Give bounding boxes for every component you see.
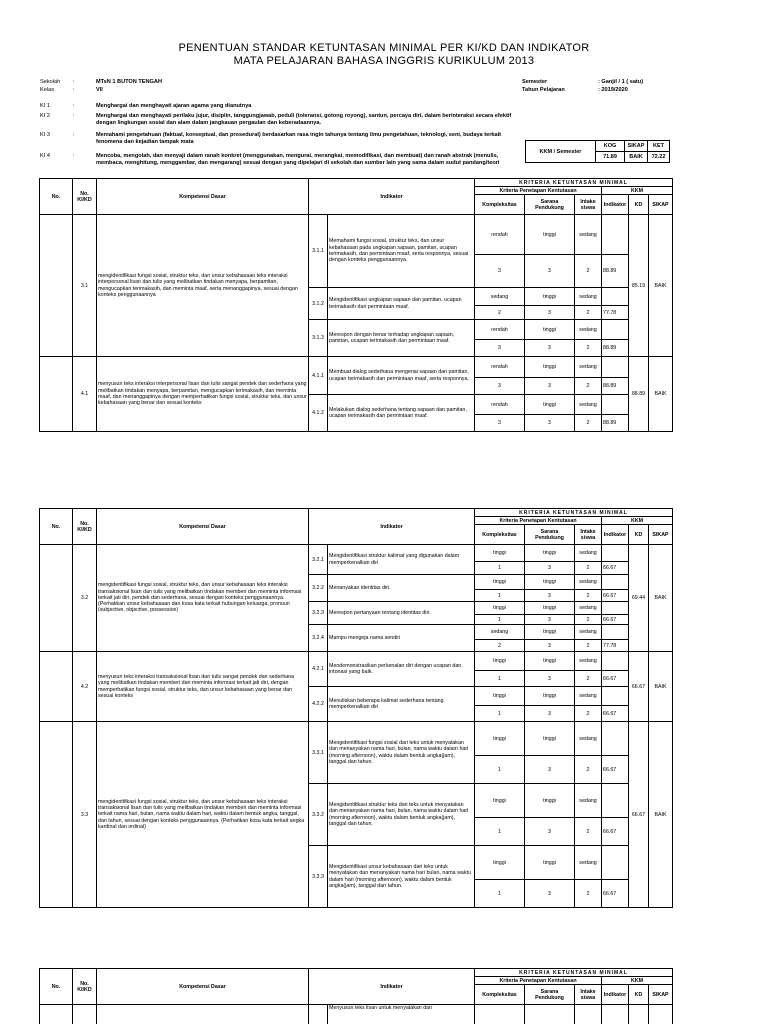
indicator-text: Menyusun teks lisan untuk menyatakan dan	[328, 1005, 475, 1024]
sarana-level: tinggi	[525, 215, 575, 255]
kompleksitas-score: 3	[475, 255, 525, 288]
indicator-kkm-value: 66.67	[602, 706, 629, 722]
kompleksitas-level: tinggi	[475, 545, 525, 562]
sarana-level: tinggi	[525, 320, 575, 340]
kompleksitas-score: 1	[475, 671, 525, 687]
row-no	[40, 1005, 73, 1024]
indicator-number: 3.3.1	[309, 722, 328, 784]
intake-level: sedang	[575, 575, 602, 590]
sikap-value: BAIK	[649, 215, 673, 357]
indicator-text: Mengidentifikasi unsur kebahasaan dari teks untuk menyatakan dan menanyakan nama hari bulan, nama waktu dalam hari (morning afternoon), waktu dalam bentuk angka(jam), tanggal dan tahun.	[328, 846, 475, 908]
cell	[602, 1005, 629, 1024]
col-kd: KD	[629, 525, 649, 545]
kelas-value: VII	[96, 87, 103, 93]
kompleksitas-score: 1	[475, 562, 525, 575]
col-kriteria: KRITERIA KETUNTASAN MINIMAL	[475, 179, 673, 187]
sarana-level: tinggi	[525, 784, 575, 818]
kompleksitas-level: rendah	[475, 215, 525, 255]
col-kd: KD	[629, 985, 649, 1005]
sarana-level: tinggi	[525, 625, 575, 640]
tahun-value: : 2019/2020	[598, 87, 628, 93]
indicator-kkm-empty	[602, 545, 629, 562]
col-intake: Intake siswa	[575, 525, 602, 545]
ki-code: KI 2	[40, 113, 50, 119]
ki-code: KI 4	[40, 153, 50, 159]
col-sarana: Sarana Pendukung	[525, 525, 575, 545]
kelas-label: Kelas	[40, 87, 54, 93]
intake-score: 2	[575, 378, 602, 395]
kd-number: 4.2	[73, 652, 97, 722]
intake-score: 2	[575, 880, 602, 908]
kompleksitas-level: tinggi	[475, 784, 525, 818]
ki-code: KI 3	[40, 132, 50, 138]
indicator-kkm-empty	[602, 625, 629, 640]
indicator-kkm-empty	[602, 215, 629, 255]
sarana-level: tinggi	[525, 846, 575, 880]
sarana-score: 3	[525, 415, 575, 432]
kompleksitas-level: tinggi	[475, 722, 525, 756]
indicator-kkm-empty	[602, 784, 629, 818]
sekolah-label: Sekolah	[40, 79, 61, 85]
col-indikator: Indikator	[309, 179, 475, 215]
sarana-level: tinggi	[525, 288, 575, 306]
intake-level: sedang	[575, 357, 602, 378]
sarana-level: tinggi	[525, 652, 575, 671]
indicator-kkm-value: 88.89	[602, 340, 629, 357]
kompleksitas-score: 1	[475, 590, 525, 602]
sarana-score: 3	[525, 590, 575, 602]
kd-number	[73, 1005, 97, 1024]
col-penetapan: Kriteria Penetapan Kentutasan	[475, 187, 602, 195]
col-sikap: SIKAP	[649, 195, 673, 215]
indicator-number: 4.1.1	[309, 357, 328, 395]
col-kompleksitas: Kompleksitas	[475, 985, 525, 1005]
indicator-text: Menuliskan beberapa kalimat sederhana tentang memperkenalkan diri	[328, 687, 475, 722]
col-indikator: Indikator	[309, 509, 475, 545]
kompleksitas-level: rendah	[475, 357, 525, 378]
sarana-score: 3	[525, 671, 575, 687]
ki-text: Menghargai dan menghayati perilaku jujur, disiplin, tanggungjawab, peduli (toleransi, gotong royong), santun, percaya diri, dalam berinteraksi secara efektif dengan lingkungan sosial dan alam dalam jangkauan pergaulan dan keberadaannya.	[96, 113, 512, 126]
sikap-value: BAIK	[625, 152, 648, 163]
indicator-kkm-empty	[602, 320, 629, 340]
sarana-level: tinggi	[525, 395, 575, 415]
ki-text: Mencoba, mengolah, dan menyaji dalam ranah konkret (menggunakan, mengurai, merangkai, memodifikasi, dan membuat) dan ranah abstrak (menulis, membaca, menghitung, menggambar, dan mengarang) sesuai dengan yang dipelajari di sekolah dan sumber lain yang sama dalam sudut pandang/teori	[96, 153, 500, 166]
col-no: No.	[40, 509, 73, 545]
intake-level: sedang	[575, 545, 602, 562]
cell	[629, 1005, 649, 1024]
indicator-kkm-empty	[602, 846, 629, 880]
tahun-label: Tahun Pelajaran	[522, 87, 565, 93]
col-no: No.	[40, 969, 73, 1005]
sarana-level: tinggi	[525, 602, 575, 615]
indicator-kkm-value: 77.78	[602, 640, 629, 652]
indicator-kkm-value: 66.67	[602, 671, 629, 687]
col-kd: KD	[629, 195, 649, 215]
page-title-line2: MATA PELAJARAN BAHASA INGGRIS KURIKULUM 2013	[233, 55, 535, 67]
kd-number: 3.2	[73, 545, 97, 652]
kkm-table-2	[39, 508, 673, 908]
indicator-number: 3.3.3	[309, 846, 328, 908]
sarana-level: tinggi	[525, 545, 575, 562]
col-indikator-val: Indikator	[602, 195, 629, 215]
kompleksitas-score: 3	[475, 378, 525, 395]
col-kompetensi-dasar: Kompetensi Dasar	[97, 969, 309, 1005]
kd-text: menyusun teks interaksi transaksional lisan dan tulis sangat pendek dan sederhana yang melibatkan tindakan memberi dan meminta informasi terkait jati diri, dengan memperhatikan fungsi sosial, struktur teks, dan unsur kebahasaan yang benar dan sesuai konteks	[97, 652, 309, 722]
kd-number: 3.1	[73, 215, 97, 357]
row-no	[40, 545, 73, 652]
col-intake: Intake siswa	[575, 985, 602, 1005]
kd-kkm-value: 85.19	[629, 215, 649, 357]
intake-level: sedang	[575, 652, 602, 671]
ki-code: KI 1	[40, 103, 50, 109]
kompleksitas-level: tinggi	[475, 846, 525, 880]
indicator-text: Mengidentifikasi struktur teks dari teks untuk menyatakan dan menanyakan nama hari, bulan, nama waktu dalam hari (morning afternoon), waktu dalam bentuk angka(jam), tanggal dan tahun.	[328, 784, 475, 846]
sarana-level: tinggi	[525, 575, 575, 590]
cell	[575, 1005, 602, 1024]
ket-header: KET	[648, 141, 670, 152]
cell	[649, 1005, 673, 1024]
col-kriteria: KRITERIA KETUNTASAN MINIMAL	[475, 969, 673, 977]
kd-kkm-value: 66.67	[629, 652, 649, 722]
indicator-text: Mengidentifikasi struktur kalimat yang digunakan dalam memperkenalkan diri	[328, 545, 475, 575]
intake-score: 2	[575, 306, 602, 320]
indicator-text: Menanyakan identitas diri.	[328, 575, 475, 602]
kkm-table-1	[39, 178, 673, 432]
colon: :	[73, 87, 75, 93]
sarana-score: 3	[525, 706, 575, 722]
indicator-text: Merespon dengan benar terhadap ungkapan sapaan, pamitan, ucapan terimakasih dan permintaan maaf.	[328, 320, 475, 357]
sikap-value: BAIK	[649, 357, 673, 432]
intake-score: 2	[575, 590, 602, 602]
kd-text	[97, 1005, 309, 1024]
kompleksitas-score: 3	[475, 415, 525, 432]
indicator-text: Membuat dialog sederhana mengenai sapaan dan pamitan, ucapan terimakasih dan permintaan maaf, serta responnya.	[328, 357, 475, 395]
sarana-score: 3	[525, 255, 575, 288]
indicator-kkm-value: 88.89	[602, 415, 629, 432]
indicator-text: Merespon pertanyaan tentang identitas diri.	[328, 602, 475, 625]
kompleksitas-score: 1	[475, 615, 525, 625]
indicator-kkm-empty	[602, 288, 629, 306]
indicator-kkm-value: 66.67	[602, 562, 629, 575]
col-no-kikd: No. KI/KD	[73, 969, 97, 1005]
col-kompleksitas: Kompleksitas	[475, 525, 525, 545]
sarana-score: 3	[525, 818, 575, 846]
kompleksitas-level: tinggi	[475, 687, 525, 706]
kompleksitas-level: rendah	[475, 320, 525, 340]
col-penetapan: Kriteria Penetapan Kentutasan	[475, 517, 602, 525]
indicator-number: 3.2.3	[309, 602, 328, 625]
sikap-value: BAIK	[649, 722, 673, 908]
indicator-number: 4.2.2	[309, 687, 328, 722]
sikap-value: BAIK	[649, 545, 673, 652]
intake-level: sedang	[575, 625, 602, 640]
indicator-text: Mengidentifikasi ungkapan sapaan dan pamitan, ucapan terimakasih dan permintaan maaf.	[328, 288, 475, 320]
ki-text: Memahami pengetahuan (faktual, konseptual, dan prosedural) berdasarkan rasa ingin tahunya tentang ilmu pengetahuan, teknologi, seni, budaya terkait fenomena dan kejadian tampak mata	[96, 132, 502, 145]
indicator-kkm-empty	[602, 575, 629, 590]
indicator-kkm-value: 66.67	[602, 818, 629, 846]
sarana-score: 3	[525, 880, 575, 908]
col-sikap: SIKAP	[649, 525, 673, 545]
col-kompetensi-dasar: Kompetensi Dasar	[97, 509, 309, 545]
intake-level: sedang	[575, 288, 602, 306]
colon: :	[73, 113, 75, 119]
intake-level: sedang	[575, 784, 602, 818]
kd-number: 3.3	[73, 722, 97, 908]
indicator-text: Mengidentifikasi fungsi sosial dari teks untuk menyatakan dan menanyakan nama hari, bulan, nama waktu dalam hari (morning afternoon), waktu dalam bentuk angka(jam), tanggal dan tahun.	[328, 722, 475, 784]
kd-kkm-value: 66.67	[629, 722, 649, 908]
intake-score: 2	[575, 706, 602, 722]
col-kriteria: KRITERIA KETUNTASAN MINIMAL	[475, 509, 673, 517]
sikap-value: BAIK	[649, 652, 673, 722]
intake-score: 2	[575, 756, 602, 784]
indicator-number: 3.3.2	[309, 784, 328, 846]
col-indikator-val: Indikator	[602, 525, 629, 545]
kd-number: 4.1	[73, 357, 97, 432]
indicator-kkm-value: 66.67	[602, 590, 629, 602]
kd-kkm-value: 88.89	[629, 357, 649, 432]
semester-value: : Ganjil / 1 ( satu)	[598, 79, 644, 85]
indicator-number: 3.1.3	[309, 320, 328, 357]
intake-level: sedang	[575, 395, 602, 415]
indicator-text: Mampu mengeja nama sendiri	[328, 625, 475, 652]
intake-score: 2	[575, 640, 602, 652]
colon: :	[73, 103, 75, 109]
intake-score: 2	[575, 415, 602, 432]
indicator-kkm-value: 88.89	[602, 255, 629, 288]
indicator-kkm-empty	[602, 357, 629, 378]
sarana-level: tinggi	[525, 687, 575, 706]
indicator-kkm-empty	[602, 602, 629, 615]
intake-score: 2	[575, 818, 602, 846]
col-penetapan: Kriteria Penetapan Kentutasan	[475, 977, 602, 985]
intake-level: sedang	[575, 602, 602, 615]
indicator-kkm-empty	[602, 652, 629, 671]
kkm-semester-box	[525, 140, 670, 163]
sarana-level: tinggi	[525, 722, 575, 756]
intake-score: 2	[575, 340, 602, 357]
indicator-number: 3.2.4	[309, 625, 328, 652]
kompleksitas-score: 3	[475, 340, 525, 357]
col-sarana: Sarana Pendukung	[525, 985, 575, 1005]
sarana-score: 3	[525, 378, 575, 395]
kompleksitas-score: 2	[475, 640, 525, 652]
row-no	[40, 722, 73, 908]
kog-value: 71.89	[596, 152, 625, 163]
cell	[525, 1005, 575, 1024]
sarana-score: 3	[525, 756, 575, 784]
kd-text: menyusun teks interaksi interpersonal lisan dan tulis sangat pendek dan sederhana yang melibatkan tindakan menyapa, berpamitan, mengucapkan terimakasih, dan meminta maaf, dan menanggapinya dengan memperhatikan fungsi sosial, struktur teks, dan unsur kebahasaan yang benar dan sesuai konteks	[97, 357, 309, 432]
col-sarana: Sarana Pendukung	[525, 195, 575, 215]
indicator-number	[309, 1005, 328, 1024]
indicator-number: 3.2.1	[309, 545, 328, 575]
indicator-number: 4.1.2	[309, 395, 328, 432]
kkm-table-3	[39, 968, 673, 1024]
intake-score: 2	[575, 562, 602, 575]
col-kompetensi-dasar: Kompetensi Dasar	[97, 179, 309, 215]
indicator-kkm-value: 88.89	[602, 378, 629, 395]
col-intake: Intake siswa	[575, 195, 602, 215]
kompleksitas-score: 1	[475, 756, 525, 784]
kompleksitas-score: 2	[475, 306, 525, 320]
kompleksitas-level: tinggi	[475, 575, 525, 590]
indicator-kkm-empty	[602, 687, 629, 706]
intake-level: sedang	[575, 320, 602, 340]
col-kkm: KKM	[602, 977, 673, 985]
indicator-number: 3.2.2	[309, 575, 328, 602]
sikap-header: SIKAP	[625, 141, 648, 152]
indicator-kkm-value: 77.78	[602, 306, 629, 320]
intake-level: sedang	[575, 846, 602, 880]
kompleksitas-level: rendah	[475, 395, 525, 415]
row-no	[40, 652, 73, 722]
row-no	[40, 357, 73, 432]
ket-value: 72.22	[648, 152, 670, 163]
col-kompleksitas: Kompleksitas	[475, 195, 525, 215]
sekolah-value: MTsN 1 BUTON TENGAH	[96, 79, 162, 85]
sarana-score: 3	[525, 306, 575, 320]
kompleksitas-score: 1	[475, 818, 525, 846]
sarana-score: 3	[525, 562, 575, 575]
sarana-score: 3	[525, 640, 575, 652]
sarana-score: 3	[525, 615, 575, 625]
intake-level: sedang	[575, 215, 602, 255]
colon: :	[73, 153, 75, 159]
intake-level: sedang	[575, 687, 602, 706]
intake-score: 2	[575, 615, 602, 625]
intake-score: 2	[575, 255, 602, 288]
kompleksitas-level: tinggi	[475, 652, 525, 671]
semester-label: Semester	[522, 79, 548, 85]
kompleksitas-score: 1	[475, 706, 525, 722]
col-kkm: KKM	[602, 187, 673, 195]
cell	[475, 1005, 525, 1024]
kd-text: mengidentifikasi fungsi sosial, struktur teks, dan unsur kebahasaan teks interaksi transaksional lisan dan tulis yang melibatkan tindakan memberi dan meminta informasi terkait nama hari, bulan, nama waktu dalam hari, waktu dalam bentuk angka, tanggal, dan tahun, sesuai dengan konteks penggunaannya. (Perhatikan kosa kata terkait angka kardinal dan ordinal)	[97, 722, 309, 908]
row-no	[40, 215, 73, 357]
col-indikator-val: Indikator	[602, 985, 629, 1005]
col-no-kikd: No. KI/KD	[73, 509, 97, 545]
ki-text: Menghargai dan menghayati ajaran agama yang dianutnya	[96, 103, 252, 109]
indicator-text: Memahami fungsi sosial, struktur teks, dan unsur kebahasaan pada ungkapan sapaan, pamitan, ucapan terimakasih, dan permintaan maaf, serta responnya, sesuai dengan konteks penggunaannya.	[328, 215, 475, 288]
indicator-text: Mendemonstrasikan perkenalan diri dengan ucapan dan intonasi yang baik.	[328, 652, 475, 687]
school-info	[0, 78, 768, 98]
kd-kkm-value: 69.44	[629, 545, 649, 652]
indicator-text: Melakukan dialog sederhana tentang sapaan dan pamitan, ucapan terimakasih dan permintaan maaf.	[328, 395, 475, 432]
indicator-kkm-empty	[602, 722, 629, 756]
kompleksitas-score: 1	[475, 880, 525, 908]
col-no-kikd: No. KI/KD	[73, 179, 97, 215]
kkm-label: KKM / Semester	[526, 141, 596, 163]
colon: :	[73, 132, 75, 138]
indicator-number: 3.1.1	[309, 215, 328, 288]
kompleksitas-level: tinggi	[475, 602, 525, 615]
indicator-kkm-value: 66.67	[602, 615, 629, 625]
kompleksitas-level: sedang	[475, 288, 525, 306]
indicator-number: 4.2.1	[309, 652, 328, 687]
col-no: No.	[40, 179, 73, 215]
colon: :	[73, 79, 75, 85]
indicator-kkm-value: 66.67	[602, 756, 629, 784]
indicator-kkm-value: 66.67	[602, 880, 629, 908]
col-sikap: SIKAP	[649, 985, 673, 1005]
col-indikator: Indikator	[309, 969, 475, 1005]
kd-text: mengidentifikasi fungsi sosial, struktur teks, dan unsur kebahasaan teks interaksi transaksional lisan dan tulis yang melibatkan tindakan memberi dan meminta informasi terkait jati diri, pendek dan sederhana, sesuai dengan konteks penggunaannya. (Perhatikan unsur kebahasaan dan kosa kata terkait hubungan keluarga; pronoun (subjective, objective, possessive)	[97, 545, 309, 652]
intake-level: sedang	[575, 722, 602, 756]
sarana-score: 3	[525, 340, 575, 357]
kompleksitas-level: sedang	[475, 625, 525, 640]
indicator-kkm-empty	[602, 395, 629, 415]
sarana-level: tinggi	[525, 357, 575, 378]
intake-score: 2	[575, 671, 602, 687]
kd-text: mengidentifikasi fungsi sosial, struktur teks, dan unsur kebahasaan teks interaksi interpersonal lisan dan tulis yang melibatkan tindakan menyapa, berpamitan, mengucapkan terimakasih, dan meminta maaf, serta menanggapinya, sesuai dengan konteks penggunaannya	[97, 215, 309, 357]
col-kkm: KKM	[602, 517, 673, 525]
kog-header: KOG	[596, 141, 625, 152]
indicator-number: 3.1.2	[309, 288, 328, 320]
page-title-line1: PENENTUAN STANDAR KETUNTASAN MINIMAL PER KI/KD DAN INDIKATOR	[178, 42, 590, 54]
